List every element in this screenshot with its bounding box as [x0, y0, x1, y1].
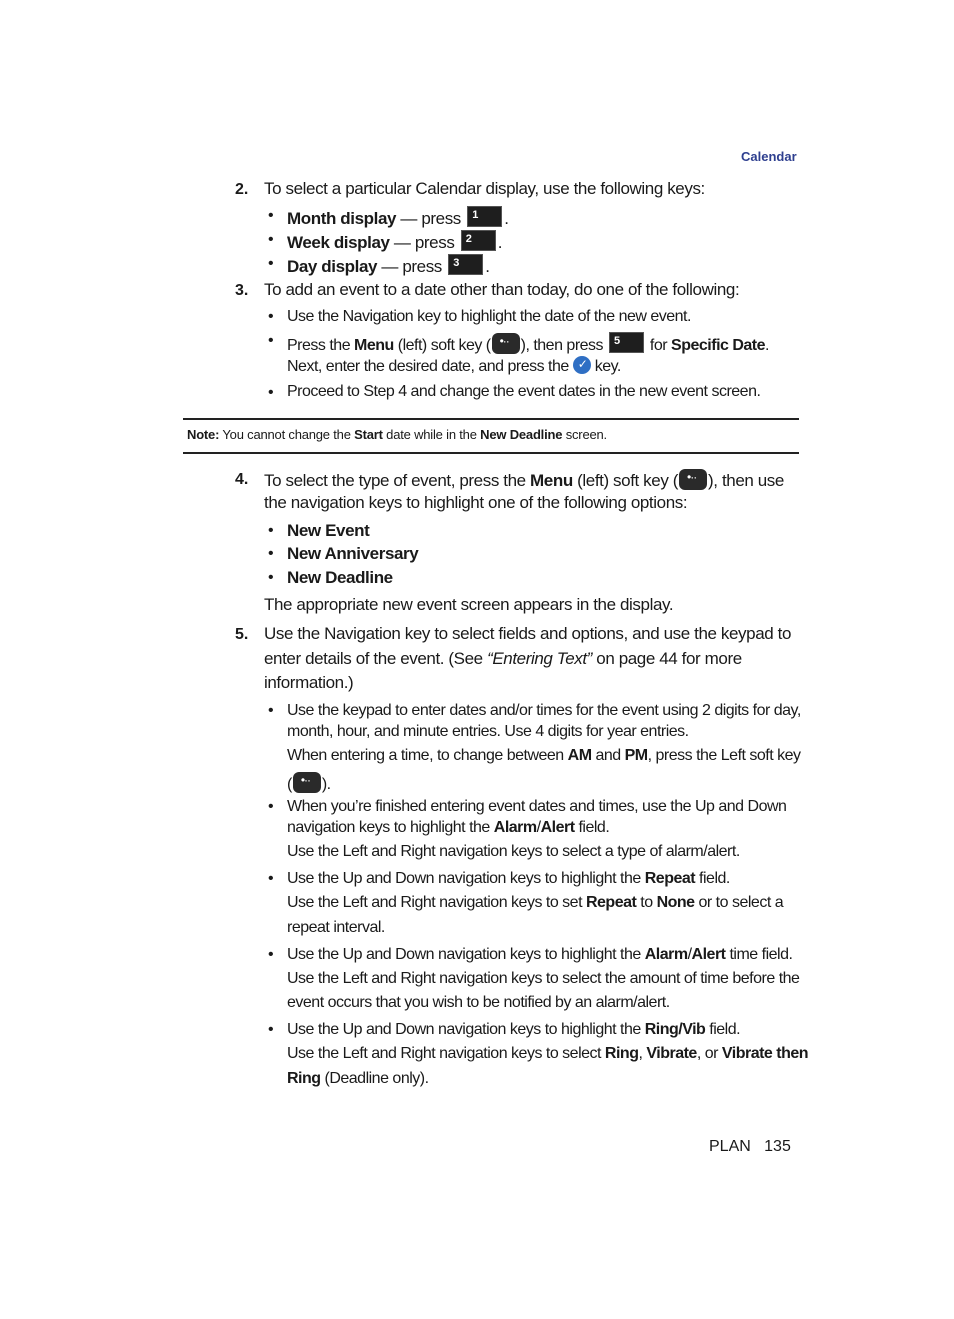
bullet: • — [268, 702, 274, 719]
bullet: • — [268, 308, 274, 325]
bullet: • — [268, 1021, 274, 1038]
step-number: 5. — [235, 626, 249, 643]
text: Use the Up and Down navigation keys to highlight the — [287, 870, 645, 887]
bullet-text — [287, 1021, 740, 1039]
bullet-text-cont — [287, 1070, 429, 1088]
text: AM — [567, 747, 592, 764]
running-header: Calendar — [741, 149, 797, 164]
text: Ring — [604, 1045, 639, 1062]
bullet: • — [268, 207, 274, 224]
text: ), then use — [708, 471, 784, 490]
text: Alert — [691, 946, 726, 963]
text: Use the Up and Down navigation keys to highlight the — [287, 946, 645, 963]
bullet: • — [268, 798, 274, 815]
text: Alarm — [644, 946, 688, 963]
key-glyph: ✓ — [577, 357, 588, 371]
text: , — [638, 1045, 647, 1062]
left-soft-key-icon — [293, 772, 321, 793]
bullet: • — [268, 384, 274, 401]
note-label: Note: — [187, 427, 220, 442]
list-item — [287, 254, 490, 277]
text: . — [765, 337, 769, 354]
keypad-5-icon — [609, 332, 644, 353]
left-soft-key-icon — [492, 333, 520, 354]
page-footer — [709, 1138, 791, 1156]
text: ), then press — [520, 337, 607, 354]
text: , or — [696, 1045, 722, 1062]
bullet-text-cont: repeat interval. — [287, 919, 385, 936]
text: New Deadline — [480, 427, 563, 442]
bullet-text: When you’re finished entering event dates and times, use the Up and Down — [287, 798, 787, 815]
text: (left) soft key ( — [393, 337, 491, 354]
text: for — [645, 337, 672, 354]
step-text: The appropriate new event screen appears in the display. — [264, 595, 674, 614]
text: Vibrate — [646, 1045, 697, 1062]
text: field. — [705, 1021, 741, 1038]
text: , press the Left soft key — [647, 747, 801, 764]
page-number: 135 — [764, 1138, 791, 1155]
key-glyph: 5 — [613, 335, 620, 347]
specific-date-label: Specific Date — [671, 337, 766, 354]
list-item — [287, 206, 509, 229]
option-new-deadline: New Deadline — [287, 568, 393, 587]
bullet: • — [268, 545, 274, 562]
key-glyph: 3 — [453, 257, 459, 269]
bullet-text — [287, 332, 769, 355]
bullet: • — [268, 332, 274, 349]
text: ). — [321, 776, 331, 793]
text: PM — [624, 747, 648, 764]
bullet-text: Use the keypad to enter dates and/or times for the event using 2 digits for day, — [287, 702, 801, 719]
bullet-text-cont — [287, 356, 621, 376]
key-glyph: 1 — [472, 209, 478, 221]
list-item — [287, 230, 502, 253]
item-end: . — [504, 209, 509, 228]
text: and — [591, 747, 625, 764]
bullet-text-cont — [287, 819, 609, 837]
text: / — [536, 819, 541, 836]
text: Next, enter the desired date, and press the — [287, 358, 573, 375]
bullet: • — [268, 870, 274, 887]
keypad-1-icon — [467, 206, 502, 227]
divider — [183, 452, 799, 454]
text: Use the Left and Right navigation keys to select — [287, 1045, 605, 1062]
option-new-anniversary: New Anniversary — [287, 544, 419, 563]
step-text-cont — [264, 649, 742, 669]
bullet-text-cont: month, hour, and minute entries. Use 4 digits for year entries. — [287, 723, 689, 740]
bullet-text — [287, 946, 792, 964]
item-text: — press — [396, 209, 466, 228]
text: field. — [695, 870, 730, 887]
text: Vibrate then — [721, 1045, 809, 1062]
option-new-event: New Event — [287, 521, 370, 540]
step-text: Use the Navigation key to select fields and options, and use the keypad to — [264, 624, 792, 643]
text: Alarm — [493, 819, 537, 836]
step-text: To select a particular Calendar display, use the following keys: — [264, 179, 705, 198]
text: field. — [574, 819, 610, 836]
bullet-text-cont — [287, 1045, 808, 1063]
bullet-text-cont: event occurs that you wish to be notified by an alarm/alert. — [287, 994, 670, 1011]
item-label: Month display — [287, 209, 397, 228]
ok-key-icon — [573, 356, 591, 374]
keypad-3-icon — [448, 254, 483, 275]
bullet: • — [268, 569, 274, 586]
bullet-text: Use the Navigation key to highlight the date of the new event. — [287, 308, 691, 325]
text: To select the type of event, press the — [264, 471, 531, 490]
text: Press the — [287, 337, 355, 354]
text: (Deadline only). — [320, 1070, 429, 1087]
footer-product: PLAN — [709, 1138, 751, 1155]
text: When entering a time, to change between — [287, 747, 568, 764]
key-glyph: •·· — [499, 334, 509, 348]
step-text — [264, 469, 784, 491]
item-label: Day display — [287, 257, 378, 276]
bullet-text: Proceed to Step 4 and change the event dates in the new event screen. — [287, 383, 761, 400]
divider — [183, 418, 799, 420]
text: Alert — [540, 819, 575, 836]
left-soft-key-icon — [679, 469, 707, 490]
item-text: — press — [377, 257, 447, 276]
step-number: 3. — [235, 282, 249, 299]
text: Use the Left and Right navigation keys to set — [287, 894, 586, 911]
text: navigation keys to highlight the — [287, 819, 494, 836]
text: / — [687, 946, 692, 963]
key-glyph: •·· — [300, 773, 311, 787]
bullet-text-cont: Use the Left and Right navigation keys to select the amount of time before the — [287, 970, 800, 987]
menu-label: Menu — [354, 337, 394, 354]
cross-reference: “Entering Text” — [487, 649, 592, 668]
text: date while in the — [382, 427, 481, 442]
text: Repeat — [585, 894, 637, 911]
bullet: • — [268, 255, 274, 272]
step-number: 2. — [235, 181, 249, 198]
text: Use the Up and Down navigation keys to highlight the — [287, 1021, 645, 1038]
bullet: • — [268, 522, 274, 539]
text: screen. — [562, 427, 607, 442]
step-text-cont: information.) — [264, 673, 354, 692]
note — [187, 427, 607, 442]
step-number: 4. — [235, 471, 249, 488]
text: key. — [590, 358, 621, 375]
item-label: Week display — [287, 233, 390, 252]
bullet: • — [268, 231, 274, 248]
text: None — [656, 894, 695, 911]
text: enter details of the event. (See — [264, 649, 488, 668]
key-glyph: •·· — [687, 470, 697, 484]
bullet-text-cont — [287, 747, 801, 765]
item-end: . — [485, 257, 490, 276]
text: on page 44 for more — [591, 649, 742, 668]
text: time field. — [725, 946, 793, 963]
text: You cannot change the — [219, 427, 355, 442]
item-end: . — [497, 233, 503, 252]
text: Repeat — [644, 870, 696, 887]
item-text: — press — [389, 233, 459, 252]
bullet-text-cont: Use the Left and Right navigation keys to select a type of alarm/alert. — [287, 843, 740, 860]
menu-label: Menu — [530, 471, 573, 490]
text: Start — [354, 427, 383, 442]
text: Ring/Vib — [644, 1021, 706, 1038]
text: (left) soft key ( — [572, 471, 679, 490]
bullet-text-cont — [287, 894, 783, 912]
step-text: To add an event to a date other than today, do one of the following: — [264, 280, 740, 299]
key-glyph: 2 — [465, 233, 472, 245]
text: ( — [287, 776, 292, 793]
text: or to select a — [694, 894, 784, 911]
keypad-2-icon — [461, 230, 496, 251]
step-text-cont: the navigation keys to highlight one of the following options: — [264, 493, 688, 512]
bullet: • — [268, 946, 274, 963]
text: Ring — [287, 1070, 321, 1087]
bullet-text-cont — [287, 772, 331, 794]
bullet-text — [287, 870, 730, 888]
text: to — [636, 894, 657, 911]
